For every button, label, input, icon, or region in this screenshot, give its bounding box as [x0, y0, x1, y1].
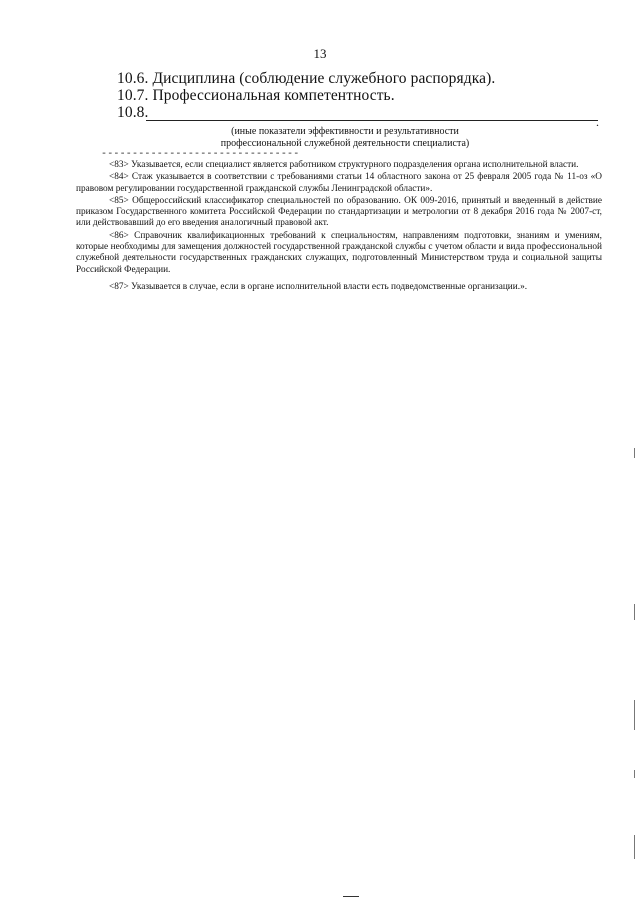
fill-line-caption-line2: профессиональной служебной деятельности специалиста): [220, 138, 470, 149]
footnote-85: <85> Общероссийский классификатор специальностей по образованию. ОК 009-2016, принятый и введенный в действие приказом Государственного комитета Российской Федерации по стандартизации и метрологии от 8 декабря 2016 года № 2007-ст, или действовавший до его введения аналогичный правовой акт.: [76, 195, 602, 229]
scan-speck: [634, 770, 635, 778]
item-10-6: 10.6. Дисциплина (соблюдение служебного распорядка).: [117, 70, 496, 87]
bottom-scan-mark: [343, 896, 359, 897]
fill-line-caption-line1: (иные показатели эффективности и результативности: [231, 126, 459, 137]
item-10-8: 10.8.: [117, 104, 149, 121]
item-10-7: 10.7. Профессиональная компетентность.: [117, 87, 395, 104]
scan-speck: [634, 448, 635, 458]
footnote-86: <86> Справочник квалификационных требований к специальностям, направлениям подготовки, знаниям и умениям, которые необходимы для замещения должностей государственной гражданской службы с учетом области и вида профессиональной служебной деятельности государственных гражданских служащих, подготовленный Министерством труда и социальной защиты Российской Федерации.: [76, 230, 602, 275]
footnote-83: <83> Указывается, если специалист является работником структурного подразделения органа исполнительной власти.: [109, 160, 579, 170]
footnotes: [76, 160, 602, 294]
footnote-separator: --------------------------------: [101, 149, 300, 160]
fill-line-end-mark: .: [596, 115, 599, 129]
footnote-84: <84> Стаж указывается в соответствии с требованиями статьи 14 областного закона от 25 февраля 2005 года № 11-оз «О правовом регулировании государственной гражданской службы Ленинградской области».: [76, 172, 602, 194]
scan-speck: [634, 604, 635, 620]
page-number: 13: [313, 46, 327, 61]
scan-speck: [634, 835, 635, 859]
footnote-87: <87> Указывается в случае, если в органе исполнительной власти есть подведомственные организации.».: [109, 281, 528, 292]
fill-in-line: [146, 120, 598, 121]
scan-speck: [634, 700, 635, 730]
